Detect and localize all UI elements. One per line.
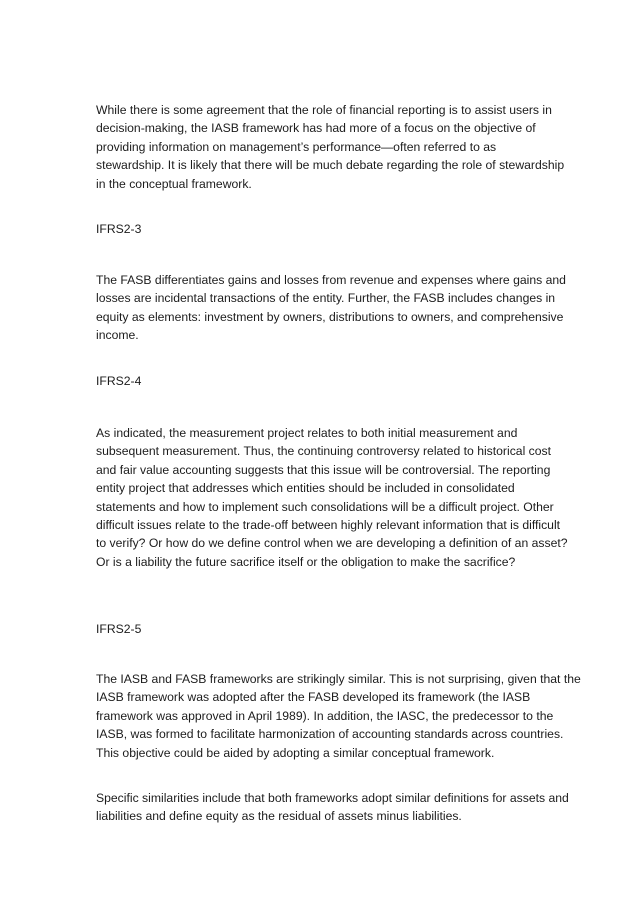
text-line: Specific similarities include that both frameworks adopt similar definitions for assets and — [96, 791, 569, 805]
paragraph-framework-similarity — [96, 670, 581, 762]
text-line: subsequent measurement. Thus, the continuing controversy related to historical cost — [96, 444, 552, 459]
text-line: statements and how to implement such consolidations will be a difficult project. Other — [96, 499, 554, 514]
text-line: As indicated, the measurement project relates to both initial measurement and — [96, 426, 518, 440]
text-line: to verify? Or how do we define control when we are developing a definition of an asset? — [96, 536, 568, 551]
text-line: equity as elements: investment by owners, distributions to owners, and comprehensive — [96, 309, 564, 324]
paragraph-specific-similarities — [96, 789, 569, 826]
text-line: framework was approved in April 1989). In addition, the IASC, the predecessor to the — [96, 708, 554, 723]
text-line: IASB, was formed to facilitate harmonization of accounting standards across countries. — [96, 727, 564, 742]
text-line: stewardship. It is likely that there will be much debate regarding the role of stewardship — [96, 158, 565, 173]
text-line: The IASB and FASB frameworks are strikingly similar. This is not surprising, given that the — [96, 672, 581, 686]
section-heading-text: IFRS2-3 — [96, 222, 142, 236]
text-line: losses are incidental transactions of the entity. Further, the FASB includes changes in — [96, 291, 556, 306]
section-heading-text: IFRS2-4 — [96, 374, 142, 388]
paragraph-stewardship — [96, 101, 566, 193]
paragraph-measurement-project — [96, 424, 566, 571]
text-line: difficult issues relate to the trade-off between highly relevant information that is difficult — [96, 518, 561, 533]
text-line: Or is a liability the future sacrifice itself or the obligation to make the sacrifice? — [96, 554, 516, 569]
text-line: liabilities and define equity as the residual of assets minus liabilities. — [96, 809, 462, 824]
text-line: While there is some agreement that the role of financial reporting is to assist users in — [96, 103, 552, 117]
text-line: providing information on management’s performance—often referred to as — [96, 139, 497, 154]
text-line: entity project that addresses which entities should be included in consolidated — [96, 481, 515, 496]
section-heading-text: IFRS2-5 — [96, 622, 142, 636]
section-heading-ifrs2-5 — [96, 620, 566, 638]
section-heading-ifrs2-4 — [96, 372, 566, 390]
section-heading-ifrs2-3 — [96, 220, 566, 238]
paragraph-fasb-elements — [96, 271, 566, 345]
text-line: IASB framework was adopted after the FASB developed its framework (the IASB — [96, 690, 531, 705]
text-line: in the conceptual framework. — [96, 176, 252, 191]
text-line: income. — [96, 328, 139, 343]
text-line: This objective could be aided by adopting a similar conceptual framework. — [96, 745, 495, 760]
text-line: and fair value accounting suggests that this issue will be controversial. The reporting — [96, 462, 551, 477]
text-line: decision-making, the IASB framework has had more of a focus on the objective of — [96, 121, 536, 136]
text-line: The FASB differentiates gains and losses from revenue and expenses where gains and — [96, 273, 566, 287]
